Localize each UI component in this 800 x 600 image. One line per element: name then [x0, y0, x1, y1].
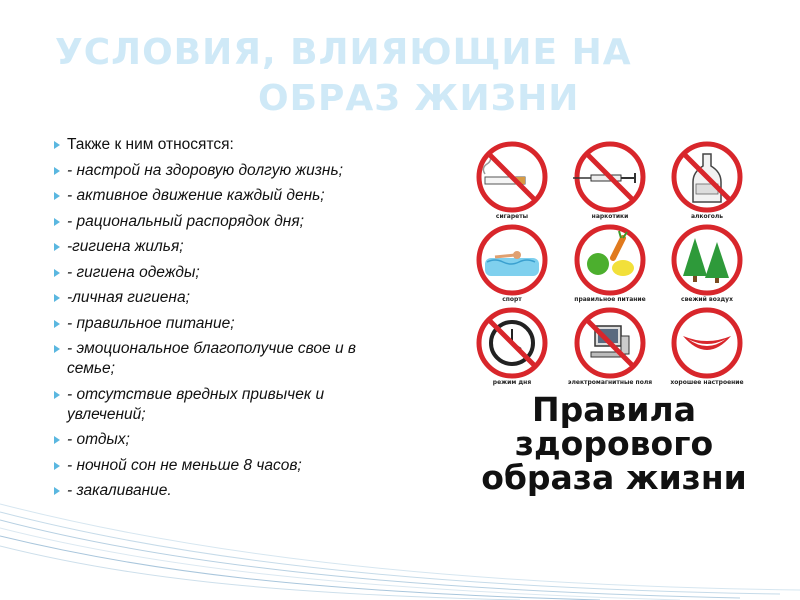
- bullet-icon: [54, 345, 60, 353]
- bullet-icon: [54, 167, 60, 175]
- bullet-icon: [54, 436, 60, 444]
- list-item: - рациональный распорядок дня;: [54, 212, 404, 232]
- bullet-icon: [54, 320, 60, 328]
- poster-caption: сигареты: [495, 213, 529, 220]
- bullet-icon: [54, 391, 60, 399]
- poster-icons: [455, 130, 773, 390]
- swimmer-icon: [479, 227, 545, 293]
- title-line-1: УСЛОВИЯ, ВЛИЯЮЩИЕ НА: [55, 32, 632, 73]
- poster-caption: хорошее настроение: [670, 379, 744, 386]
- clock-icon: [479, 310, 545, 376]
- list-item: - отсутствие вредных привычек и увлечений;: [54, 385, 404, 425]
- list-item: - правильное питание;: [54, 314, 404, 334]
- list-item: - эмоциональное благополучие свое и в семье;: [54, 339, 404, 379]
- poster-title-line: Правила: [532, 390, 696, 429]
- smile-icon: [674, 310, 740, 376]
- poster-caption: режим дня: [492, 379, 532, 386]
- list-item: -гигиена жилья;: [54, 237, 404, 257]
- list-item: - активное движение каждый день;: [54, 186, 404, 206]
- syringe-icon: [573, 144, 643, 210]
- poster-title-line: здорового: [514, 424, 714, 463]
- list-item: -личная гигиена;: [54, 288, 404, 308]
- title-line-2: ОБРАЗ ЖИЗНИ: [258, 78, 580, 119]
- list-item: - закаливание.: [54, 481, 404, 501]
- tree-icon: [674, 227, 740, 293]
- bullet-icon: [54, 218, 60, 226]
- cigarette-icon: [479, 144, 545, 210]
- poster-caption: правильное питание: [574, 296, 646, 303]
- bullet-icon: [54, 192, 60, 200]
- poster-caption: спорт: [502, 296, 522, 303]
- healthy-lifestyle-poster: [455, 130, 773, 508]
- bullet-icon: [54, 243, 60, 251]
- list-item: - ночной сон не меньше 8 часов;: [54, 456, 404, 476]
- list-item: - отдых;: [54, 430, 404, 450]
- bullet-icon: [54, 294, 60, 302]
- bottle-icon: [674, 144, 740, 210]
- conditions-list: [54, 135, 404, 507]
- list-item: - гигиена одежды;: [54, 263, 404, 283]
- fruit-icon: [577, 227, 643, 293]
- list-item: Также к ним относятся:: [54, 135, 404, 155]
- poster-caption: наркотики: [591, 213, 629, 220]
- poster-caption: электромагнитные поля: [567, 379, 653, 386]
- bullet-icon: [54, 269, 60, 277]
- poster-title-line: образа жизни: [481, 458, 747, 497]
- bullet-icon: [54, 141, 60, 149]
- decorative-lines: [0, 490, 800, 600]
- bullet-icon: [54, 462, 60, 470]
- list-item: - настрой на здоровую долгую жизнь;: [54, 161, 404, 181]
- poster-caption: алкоголь: [690, 213, 724, 220]
- poster-caption: свежий воздух: [681, 296, 733, 303]
- computer-icon: [577, 310, 643, 376]
